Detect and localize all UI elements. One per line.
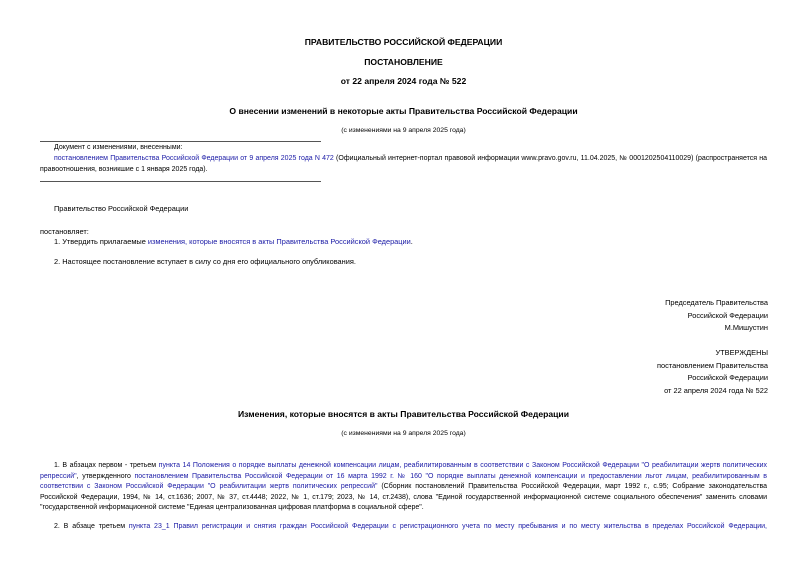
changes-title: Изменения, которые вносятся в акты Правительства Российской Федерации [237, 409, 569, 419]
amend-note: (с изменениями на 9 апреля 2025 года) [341, 127, 466, 134]
approval-by: постановлением Правительства [657, 360, 768, 370]
change-item-2: 2. В абзаце третьем пункта 23_1 Правил регистрации и снятия граждан Российской Федерации с регистрационного учета по месту пребывания и по месту жительства в пределах Российской Федерации, [54, 523, 768, 530]
amendments-bottom-rule [40, 181, 321, 182]
org-name: ПРАВИТЕЛЬСТВО РОССИЙСКОЙ ФЕДЕРАЦИИ [304, 37, 503, 47]
approval-title: УТВЕРЖДЕНЫ [715, 348, 768, 357]
signature-block [665, 297, 768, 335]
changes-amend-note: (с изменениями на 9 апреля 2025 года) [341, 430, 466, 437]
item1-link-decree[interactable]: постановлением Правительства Российской Федерации от 16 марта 1992 г. № 160 "О порядке выплаты денежной компенсации и предоставлении льгот лицам, реабилитированным в соответствии с Законом Российской Федерации "О реабилитации жертв политических репрессий" [40, 472, 767, 490]
amendment-link[interactable]: постановлением Правительства Российской Федерации от 9 апреля 2025 года N 472 [54, 155, 334, 162]
signature-org: Российской Федерации [687, 310, 768, 320]
signature-position: Председатель Правительства [665, 298, 768, 307]
changes-link[interactable]: изменения, которые вносятся в акты Правительства Российской Федерации [147, 237, 411, 246]
approval-org: Российской Федерации [687, 373, 768, 382]
paragraph-1: 1. Утвердить прилагаемые изменения, которые вносятся в акты Правительства Российской Федерации. [54, 237, 413, 246]
item1-link-regulation[interactable]: пункта 14 Положения о порядке выплаты денежной компенсации лицам, реабилитированным в соответствии с Законом Российской Федерации "О реабилитации жертв политических репрессий" [40, 462, 767, 480]
amendments-text [40, 154, 767, 175]
decides: постановляет: [40, 227, 89, 236]
amendments-intro: Документ с изменениями, внесенными: [54, 144, 183, 151]
doc-title: О внесении изменений в некоторые акты Правительства Российской Федерации [229, 106, 578, 116]
doc-date-number: от 22 апреля 2024 года № 522 [340, 76, 467, 86]
item2-link-rules[interactable]: пункта 23_1 Правил регистрации и снятия граждан Российской Федерации с регистрационного учета по месту пребывания и по месту жительства в пределах Российской Федерации, [128, 523, 768, 530]
approval-block [657, 347, 768, 397]
approval-date: от 22 апреля 2024 года № 522 [664, 385, 768, 395]
doc-type: ПОСТАНОВЛЕНИЕ [364, 57, 443, 67]
signature-name: М.Мишустин [724, 323, 768, 332]
change-item-1: 1. В абзацах первом - третьем пункта 14 Положения о порядке выплаты денежной компенсации лицам, реабилитированным в соответствии с Законом Российской Федерации "О реабилитации жертв политических репрессий", утвержденного постановлением Правительства Российской Федерации от 16 марта 1992 г. № 160 "О порядке выплаты денежной компенсации и предоставлении льгот лицам, реабилитированным в соответствии с Законом Российской Федерации "О реабилитации жертв политических репрессий" (Сборник постановлений Правительства Российской Федерации, март 1992 г., с.95; Собрание законодательства Российской Федерации, 1994, № 14, ст.1636; 2007, № 37, ст.4448; 2022, № 1, ст.179; 2023, № 14, ст.2438), слова "Единой государственной информационной системе социального обеспечения" заменить словами "государственной информационной системе "Единая централизованная цифровая платформа в социальной сфере". [40, 462, 767, 511]
amendments-top-rule [40, 141, 321, 142]
paragraph-2: 2. Настоящее постановление вступает в силу со дня его официального опубликования. [54, 257, 356, 266]
amendment-source: (Официальный интернет-портал правовой информации www.pravo.gov.ru, 11.04.2025, № 0001202504110029) (распространяется на правоотношения, возникшие с 1 января 2025 года). [40, 155, 768, 173]
issuer: Правительство Российской Федерации [54, 204, 189, 213]
